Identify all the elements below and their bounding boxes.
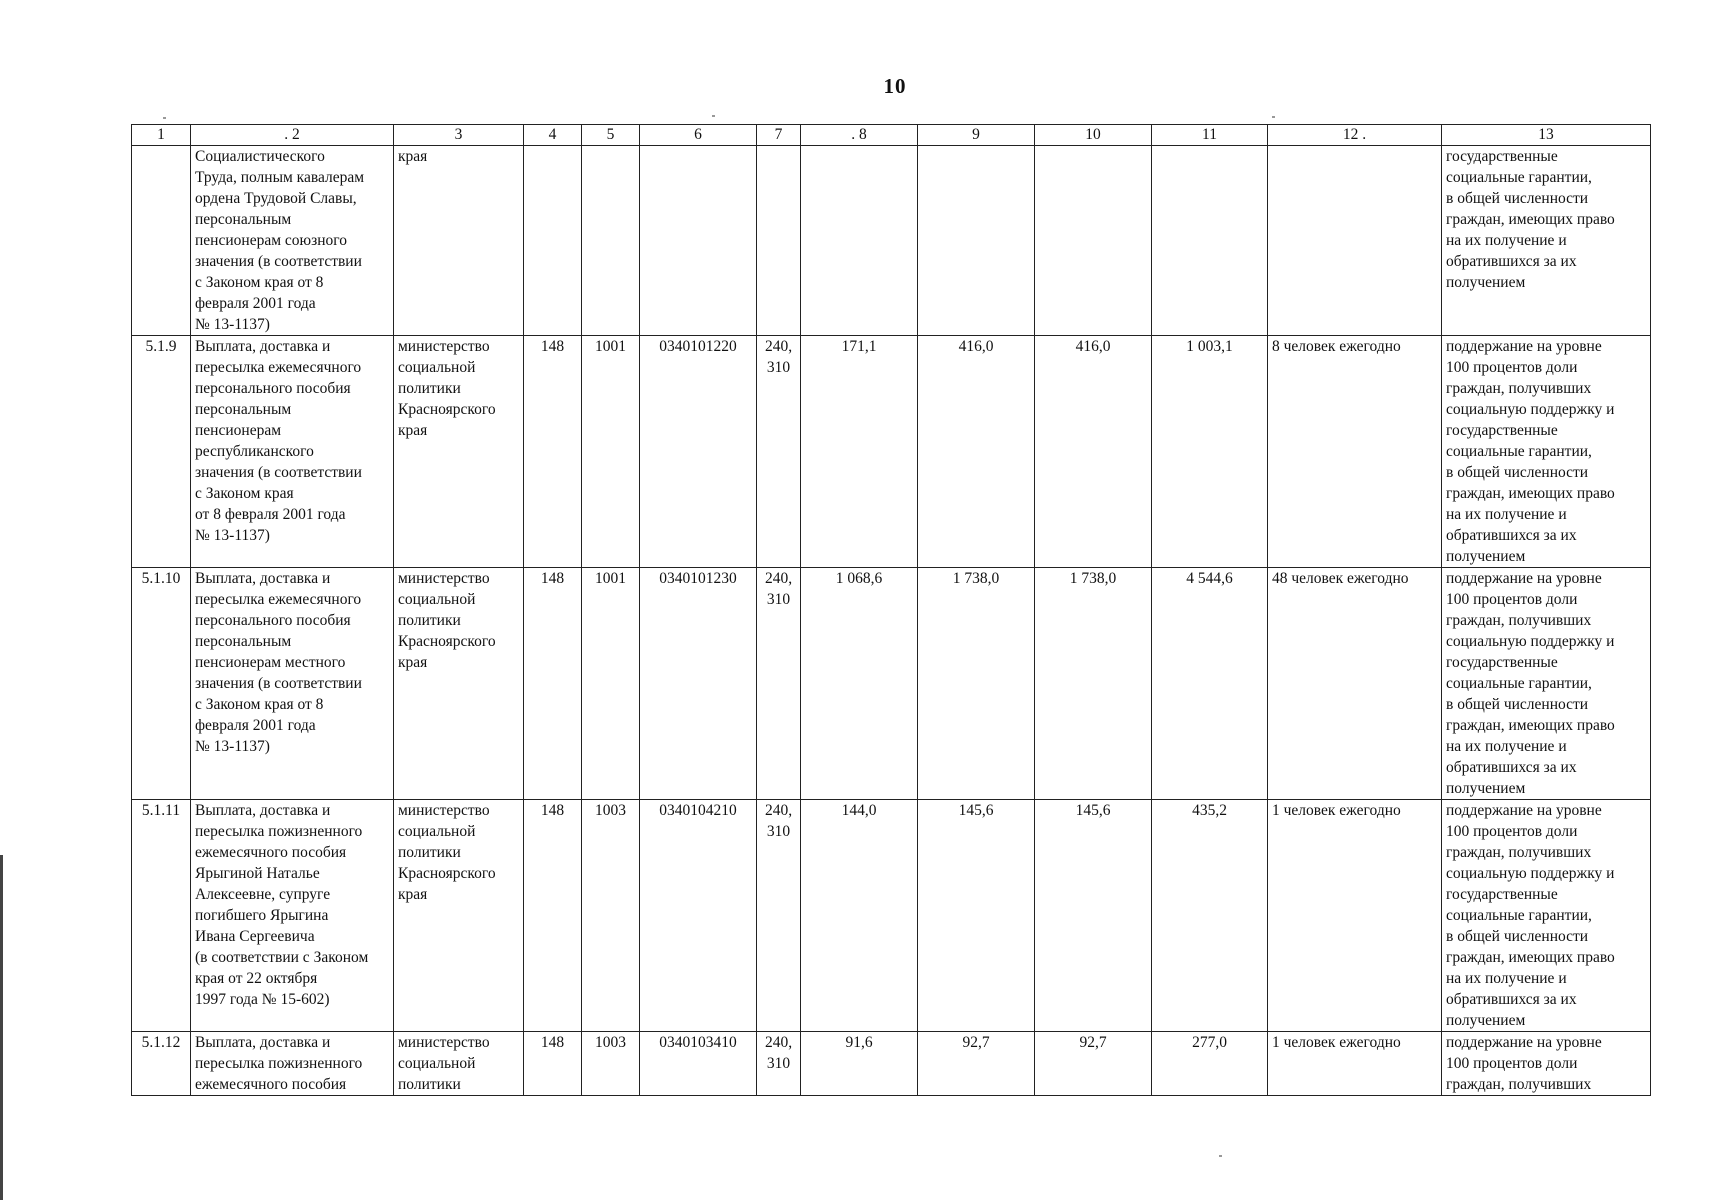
section-code-cell: 1001	[582, 568, 640, 800]
section-code-cell: 1003	[582, 1032, 640, 1096]
expected-result-cell: 8 человек ежегодно	[1268, 336, 1442, 568]
header-cell: . 2	[191, 125, 394, 146]
header-cell: 4	[524, 125, 582, 146]
target-article-cell: 0340101220	[640, 336, 757, 568]
year-2-amount-cell: 92,7	[918, 1032, 1035, 1096]
scan-speck	[712, 115, 715, 117]
measure-name-cell: Социалистического Труда, полным кавалерам ордена Трудовой Славы, персональным пенсионерам союзного значения (в соответствии с Законом края от 8 февраля 2001 года № 13-1137)	[191, 146, 394, 336]
program-measures-table	[131, 124, 1651, 1096]
indicator-cell: поддержание на уровне 100 процентов доли граждан, получивших социальную поддержку и государственные социальные гарантии, в общей численности граждан, имеющих право на их получение и обратившихся за их получением	[1442, 336, 1651, 568]
measure-name-cell: Выплата, доставка и пересылка пожизненного ежемесячного пособия Ярыгиной Наталье Алексеевне, супруге погибшего Ярыгина Ивана Сергеевича (в соответствии с Законом края от 22 октября 1997 года № 15-602)	[191, 800, 394, 1032]
table-row	[132, 1032, 1651, 1096]
year-2-amount-cell: 416,0	[918, 336, 1035, 568]
executor-cell: края	[394, 146, 524, 336]
scan-speck	[1219, 1155, 1222, 1157]
header-cell: 13	[1442, 125, 1651, 146]
total-amount-cell: 1 003,1	[1152, 336, 1268, 568]
year-3-amount-cell: 92,7	[1035, 1032, 1152, 1096]
expense-type-cell: 240, 310	[757, 800, 801, 1032]
year-3-amount-cell	[1035, 146, 1152, 336]
grbs-code-cell	[524, 146, 582, 336]
year-3-amount-cell: 1 738,0	[1035, 568, 1152, 800]
expense-type-cell	[757, 146, 801, 336]
indicator-cell: поддержание на уровне 100 процентов доли граждан, получивших социальную поддержку и государственные социальные гарантии, в общей численности граждан, имеющих право на их получение и обратившихся за их получением	[1442, 800, 1651, 1032]
year-2-amount-cell: 1 738,0	[918, 568, 1035, 800]
page-number: 10	[883, 74, 907, 98]
indicator-cell: поддержание на уровне 100 процентов доли граждан, получивших	[1442, 1032, 1651, 1096]
total-amount-cell: 277,0	[1152, 1032, 1268, 1096]
header-cell: 12 .	[1268, 125, 1442, 146]
target-article-cell	[640, 146, 757, 336]
table-row	[132, 146, 1651, 336]
expected-result-cell	[1268, 146, 1442, 336]
header-cell: 3	[394, 125, 524, 146]
expected-result-cell: 1 человек ежегодно	[1268, 1032, 1442, 1096]
total-amount-cell	[1152, 146, 1268, 336]
grbs-code-cell: 148	[524, 568, 582, 800]
year-1-amount-cell: 144,0	[801, 800, 918, 1032]
executor-cell: министерство социальной политики Красноярского края	[394, 336, 524, 568]
target-article-cell: 0340104210	[640, 800, 757, 1032]
table-row	[132, 568, 1651, 800]
expense-type-cell: 240, 310	[757, 1032, 801, 1096]
row-number-cell: 5.1.12	[132, 1032, 191, 1096]
table-row	[132, 336, 1651, 568]
expected-result-cell: 1 человек ежегодно	[1268, 800, 1442, 1032]
scan-edge-mark	[0, 855, 3, 1200]
grbs-code-cell: 148	[524, 800, 582, 1032]
total-amount-cell: 4 544,6	[1152, 568, 1268, 800]
measure-name-cell: Выплата, доставка и пересылка ежемесячного персонального пособия персональным пенсионерам республиканского значения (в соответствии с Законом края от 8 февраля 2001 года № 13-1137)	[191, 336, 394, 568]
executor-cell: министерство социальной политики	[394, 1032, 524, 1096]
indicator-cell: государственные социальные гарантии, в общей численности граждан, имеющих право на их получение и обратившихся за их получением	[1442, 146, 1651, 336]
table-header-row	[132, 125, 1651, 146]
measure-name-cell: Выплата, доставка и пересылка пожизненного ежемесячного пособия	[191, 1032, 394, 1096]
grbs-code-cell: 148	[524, 336, 582, 568]
year-1-amount-cell: 91,6	[801, 1032, 918, 1096]
executor-cell: министерство социальной политики Красноярского края	[394, 800, 524, 1032]
header-cell: 1	[132, 125, 191, 146]
header-cell: 9	[918, 125, 1035, 146]
scan-speck	[163, 117, 166, 119]
row-number-cell: 5.1.9	[132, 336, 191, 568]
target-article-cell: 0340101230	[640, 568, 757, 800]
year-3-amount-cell: 416,0	[1035, 336, 1152, 568]
year-1-amount-cell: 171,1	[801, 336, 918, 568]
measure-name-cell: Выплата, доставка и пересылка ежемесячного персонального пособия персональным пенсионерам местного значения (в соответствии с Законом края от 8 февраля 2001 года № 13-1137)	[191, 568, 394, 800]
section-code-cell: 1003	[582, 800, 640, 1032]
header-cell: 7	[757, 125, 801, 146]
header-cell: . 8	[801, 125, 918, 146]
header-cell: 5	[582, 125, 640, 146]
executor-cell: министерство социальной политики Красноярского края	[394, 568, 524, 800]
indicator-cell: поддержание на уровне 100 процентов доли граждан, получивших социальную поддержку и государственные социальные гарантии, в общей численности граждан, имеющих право на их получение и обратившихся за их получением	[1442, 568, 1651, 800]
row-number-cell: 5.1.11	[132, 800, 191, 1032]
table-row	[132, 800, 1651, 1032]
total-amount-cell: 435,2	[1152, 800, 1268, 1032]
year-2-amount-cell: 145,6	[918, 800, 1035, 1032]
year-1-amount-cell: 1 068,6	[801, 568, 918, 800]
scan-speck	[1272, 116, 1275, 118]
section-code-cell	[582, 146, 640, 336]
section-code-cell: 1001	[582, 336, 640, 568]
expense-type-cell: 240, 310	[757, 336, 801, 568]
header-cell: 11	[1152, 125, 1268, 146]
year-3-amount-cell: 145,6	[1035, 800, 1152, 1032]
header-cell: 10	[1035, 125, 1152, 146]
target-article-cell: 0340103410	[640, 1032, 757, 1096]
grbs-code-cell: 148	[524, 1032, 582, 1096]
header-cell: 6	[640, 125, 757, 146]
year-2-amount-cell	[918, 146, 1035, 336]
year-1-amount-cell	[801, 146, 918, 336]
expected-result-cell: 48 человек ежегодно	[1268, 568, 1442, 800]
row-number-cell: 5.1.10	[132, 568, 191, 800]
expense-type-cell: 240, 310	[757, 568, 801, 800]
row-number-cell	[132, 146, 191, 336]
